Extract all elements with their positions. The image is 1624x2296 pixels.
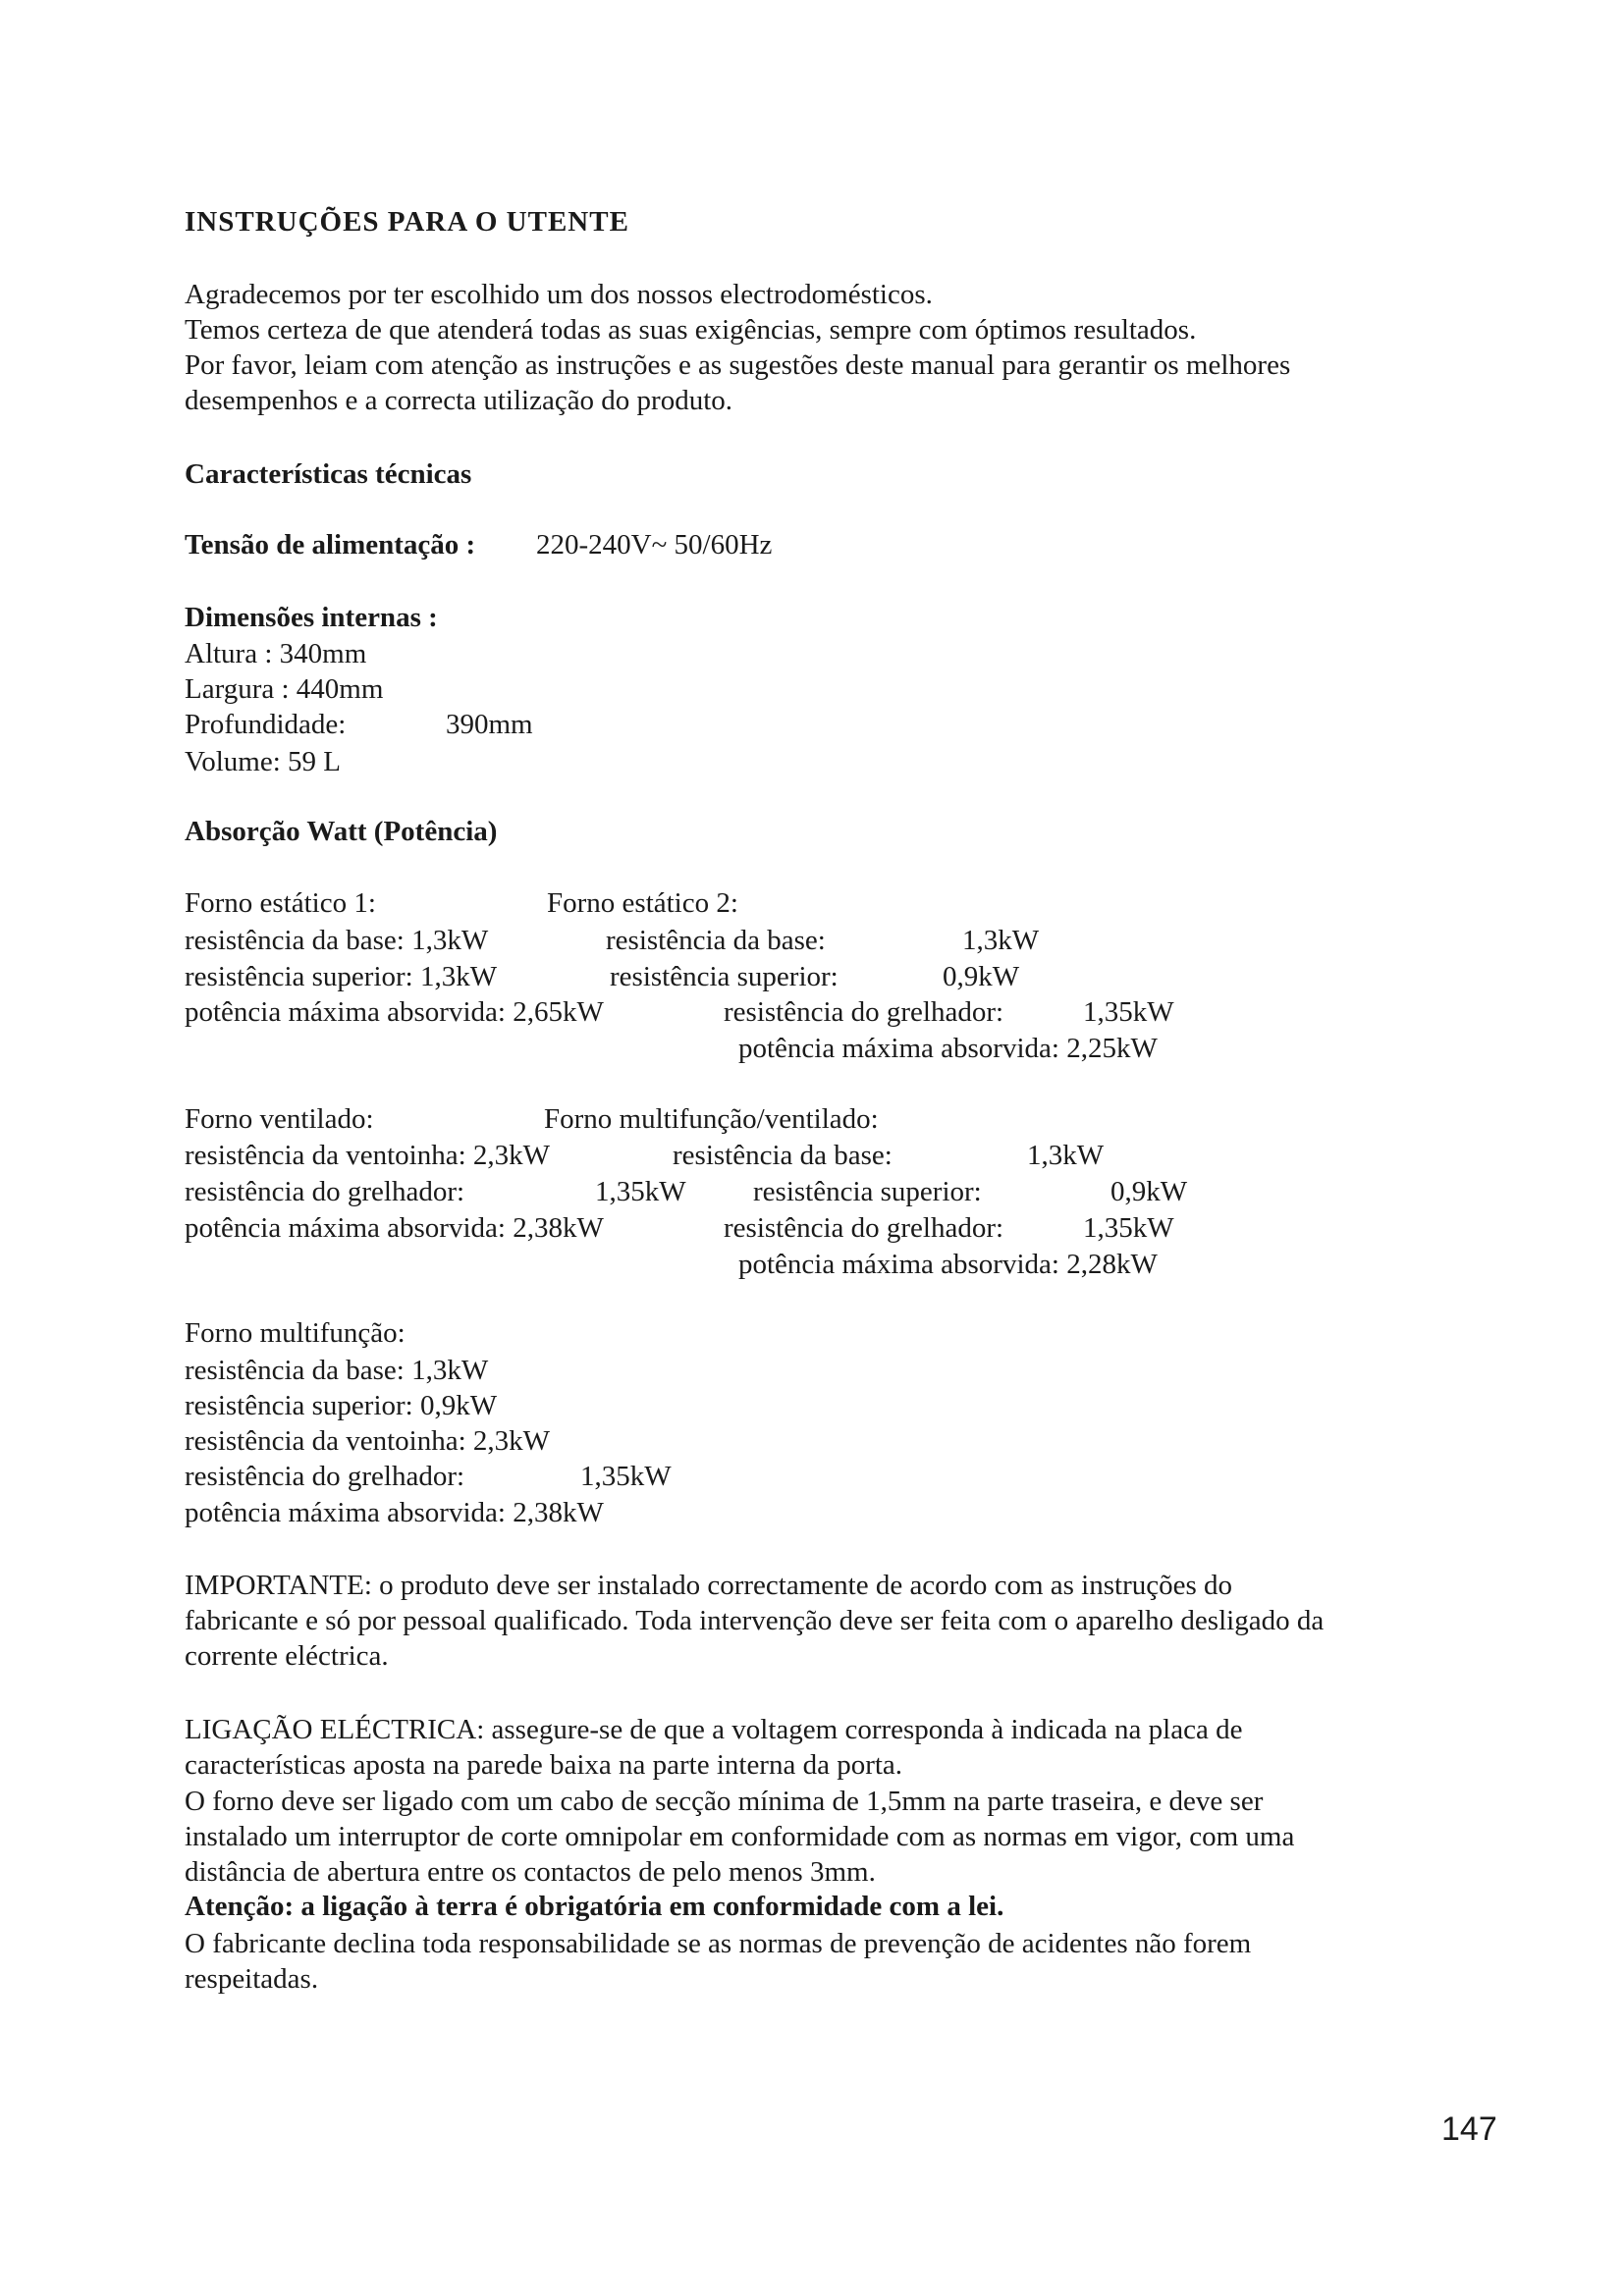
page-number: 147 <box>1441 2110 1497 2148</box>
static-1-base: resistência da base: 1,3kW <box>185 925 489 956</box>
intro-line-4: desempenhos e a correcta utilização do produto. <box>185 385 733 416</box>
multifunction-title: Forno multifunção: <box>185 1317 406 1349</box>
multi-ventilated-superior-value: 0,9kW <box>1110 1176 1188 1207</box>
important-line-3: corrente eléctrica. <box>185 1640 389 1672</box>
ventilated-fan: resistência da ventoinha: 2,3kW <box>185 1140 551 1171</box>
static-2-grill-label: resistência do grelhador: <box>724 996 1004 1028</box>
multifunction-base: resistência da base: 1,3kW <box>185 1355 489 1386</box>
static-2-max: potência máxima absorvida: 2,25kW <box>738 1033 1158 1064</box>
dimension-largura: Largura : 440mm <box>185 673 384 705</box>
important-line-1: IMPORTANTE: o produto deve ser instalado correctamente de acordo com as instruções do <box>185 1570 1233 1601</box>
multifunction-superior: resistência superior: 0,9kW <box>185 1390 498 1421</box>
attention-warning: Atenção: a ligação à terra é obrigatória em conformidade com a lei. <box>185 1891 1004 1922</box>
dimension-profundidade-value: 390mm <box>446 709 533 740</box>
page-title: INSTRUÇÕES PARA O UTENTE <box>185 206 629 238</box>
intro-line-1: Agradecemos por ter escolhido um dos nossos electrodomésticos. <box>185 279 933 310</box>
static-2-superior-label: resistência superior: <box>610 961 839 992</box>
multi-ventilated-base-label: resistência da base: <box>673 1140 893 1171</box>
electrical-line-5: distância de abertura entre os contactos de pelo menos 3mm. <box>185 1856 876 1888</box>
absorption-heading: Absorção Watt (Potência) <box>185 816 498 847</box>
electrical-line-2: características aposta na parede baixa na parte interna da porta. <box>185 1749 903 1781</box>
multi-ventilated-max: potência máxima absorvida: 2,28kW <box>738 1249 1158 1280</box>
static-1-superior: resistência superior: 1,3kW <box>185 961 498 992</box>
closing-line-2: respeitadas. <box>185 1963 319 1995</box>
multifunction-max: potência máxima absorvida: 2,38kW <box>185 1497 604 1528</box>
dimensions-heading: Dimensões internas : <box>185 602 438 633</box>
dimension-profundidade-label: Profundidade: <box>185 709 347 740</box>
multi-ventilated-superior-label: resistência superior: <box>753 1176 982 1207</box>
important-line-2: fabricante e só por pessoal qualificado. Toda intervenção deve ser feita com o aparelho desligado da <box>185 1605 1325 1636</box>
static-1-title: Forno estático 1: <box>185 887 376 919</box>
multifunction-fan: resistência da ventoinha: 2,3kW <box>185 1425 551 1457</box>
static-2-base-value: 1,3kW <box>962 925 1040 956</box>
voltage-label: Tensão de alimentação : <box>185 529 476 561</box>
static-2-title: Forno estático 2: <box>547 887 738 919</box>
multi-ventilated-grill-value: 1,35kW <box>1083 1212 1174 1244</box>
electrical-line-3: O forno deve ser ligado com um cabo de secção mínima de 1,5mm na parte traseira, e deve ser <box>185 1786 1264 1817</box>
static-2-superior-value: 0,9kW <box>943 961 1020 992</box>
dimension-volume: Volume: 59 L <box>185 746 341 777</box>
ventilated-max: potência máxima absorvida: 2,38kW <box>185 1212 604 1244</box>
ventilated-grill-label: resistência do grelhador: <box>185 1176 465 1207</box>
multi-ventilated-title: Forno multifunção/ventilado: <box>544 1103 879 1135</box>
closing-line-1: O fabricante declina toda responsabilidade se as normas de prevenção de acidentes não forem <box>185 1928 1252 1959</box>
multifunction-grill-value: 1,35kW <box>580 1461 672 1492</box>
ventilated-grill-value: 1,35kW <box>595 1176 686 1207</box>
electrical-line-4: instalado um interruptor de corte omnipolar em conformidade com as normas em vigor, com uma <box>185 1821 1295 1852</box>
intro-line-3: Por favor, leiam com atenção as instruções e as sugestões deste manual para gerantir os melhores <box>185 349 1291 381</box>
multi-ventilated-base-value: 1,3kW <box>1027 1140 1105 1171</box>
static-1-max: potência máxima absorvida: 2,65kW <box>185 996 604 1028</box>
static-2-base-label: resistência da base: <box>606 925 826 956</box>
voltage-value: 220-240V~ 50/60Hz <box>536 529 773 561</box>
dimension-altura: Altura : 340mm <box>185 638 367 669</box>
electrical-line-1: LIGAÇÃO ELÉCTRICA: assegure-se de que a voltagem corresponda à indicada na placa de <box>185 1714 1243 1745</box>
static-2-grill-value: 1,35kW <box>1083 996 1174 1028</box>
tech-heading: Características técnicas <box>185 458 472 490</box>
multi-ventilated-grill-label: resistência do grelhador: <box>724 1212 1004 1244</box>
ventilated-title: Forno ventilado: <box>185 1103 374 1135</box>
multifunction-grill-label: resistência do grelhador: <box>185 1461 465 1492</box>
intro-line-2: Temos certeza de que atenderá todas as suas exigências, sempre com óptimos resultados. <box>185 314 1197 346</box>
